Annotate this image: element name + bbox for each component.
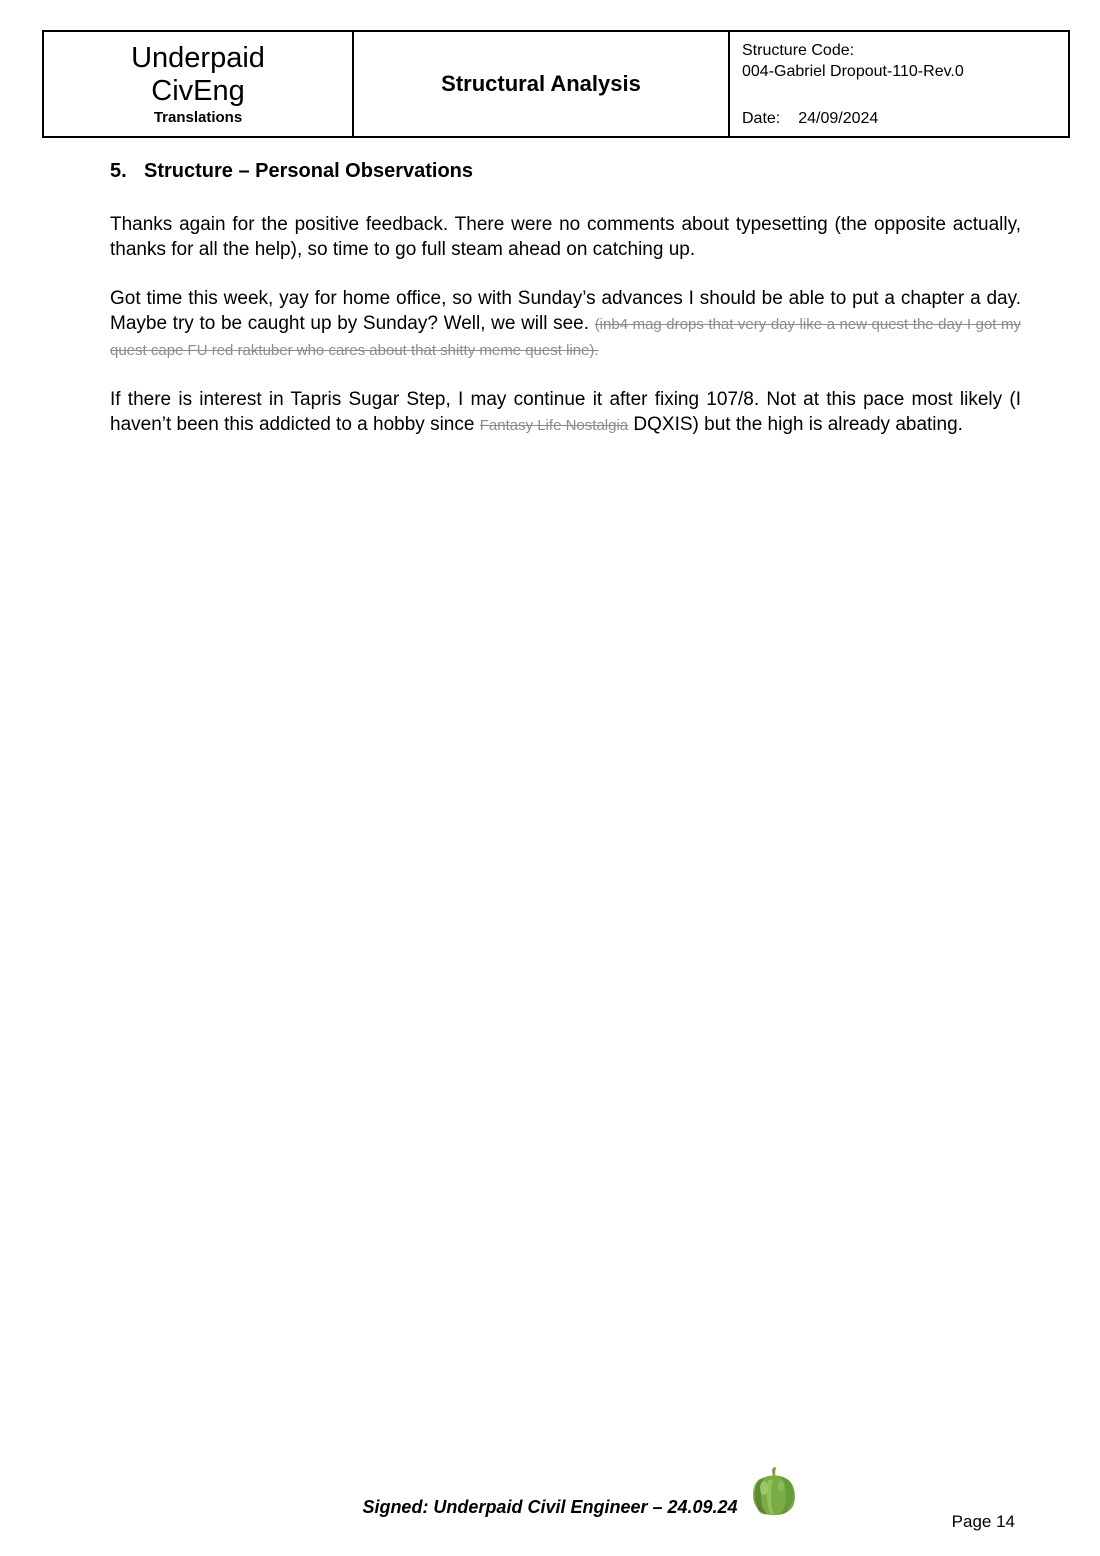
title-cell [353,31,729,137]
paragraph-1: Thanks again for the positive feedback. There were no comments about typesetting (the opposite actually, thanks for all the help), so time to go full steam ahead on catching up. [110,214,1021,260]
date-line [742,108,1056,129]
page-number: Page 14 [951,1512,1015,1531]
paragraph-3 [110,387,1021,438]
section-title: Structure – Personal Observations [144,160,474,182]
paragraph-3-strikethrough: Fantasy Life Nostalgia [479,417,629,434]
paragraph-3-text-after: DQXIS) but the high is already abating. [633,414,963,435]
logo-subtitle: Translations [153,109,243,126]
paragraph-2-strikethrough: (inb4 mag drops that very day like a new quest the day I got my quest cape FU red raktuber who cares about that shitty meme quest line). [110,316,1021,359]
section-heading [110,160,1021,183]
green-bell-pepper-icon [750,1466,798,1522]
document-body [110,160,1021,438]
structure-code-label: Structure Code: [742,41,855,59]
date-value: 24/09/2024 [798,109,879,127]
logo-line-2: CivEng [151,75,245,107]
signed-line: Signed: Underpaid Civil Engineer – 24.09.24 [362,1496,738,1517]
header-table [42,30,1070,138]
document-title: Structural Analysis [441,71,641,96]
logo-line-1: Underpaid [131,42,265,74]
paragraph-3-text-before: If there is interest in Tapris Sugar Step, I may continue it after fixing 107/8. Not at this pace most likely (I haven’t been this addicted to a hobby since [110,389,1021,435]
logo-cell [43,31,353,137]
paragraph-2 [110,286,1021,363]
paragraph-2-text: Got time this week, yay for home office, so with Sunday’s advances I should be able to put a chapter a day. Maybe try to be caught up by Sunday? Well, we will see. [110,288,1021,334]
date-label: Date: [742,109,781,127]
meta-cell [729,31,1069,137]
footer-signature-row [0,1466,1100,1522]
section-number: 5. [110,160,127,182]
structure-code-value: 004-Gabriel Dropout-110-Rev.0 [742,62,964,80]
